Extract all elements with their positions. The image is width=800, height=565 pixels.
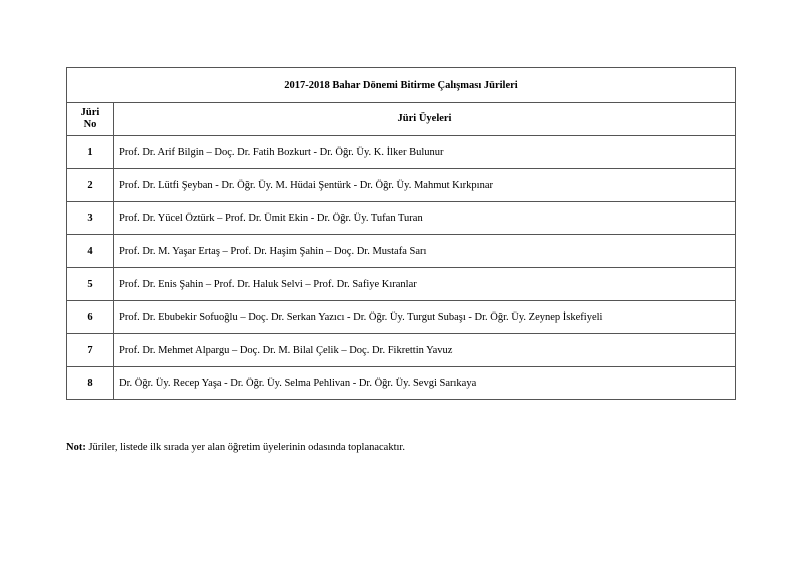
- jury-no-cell: 3: [67, 202, 114, 235]
- table-row: [67, 169, 736, 202]
- jury-no-cell: 7: [67, 334, 114, 367]
- header-jury-members: Jüri Üyeleri: [114, 103, 736, 136]
- table-row: [67, 367, 736, 400]
- table-row: [67, 268, 736, 301]
- jury-members-cell: Prof. Dr. Ebubekir Sofuoğlu – Doç. Dr. Serkan Yazıcı - Dr. Öğr. Üy. Turgut Subaşı - Dr. Öğr. Üy. Zeynep İskefiyeli: [114, 301, 736, 334]
- jury-members-cell: Prof. Dr. M. Yaşar Ertaş – Prof. Dr. Haşim Şahin – Doç. Dr. Mustafa Sarı: [114, 235, 736, 268]
- jury-no-cell: 6: [67, 301, 114, 334]
- jury-members-cell: Prof. Dr. Mehmet Alpargu – Doç. Dr. M. Bilal Çelik – Doç. Dr. Fikrettin Yavuz: [114, 334, 736, 367]
- footnote: [66, 442, 405, 453]
- jury-members-cell: Prof. Dr. Yücel Öztürk – Prof. Dr. Ümit Ekin - Dr. Öğr. Üy. Tufan Turan: [114, 202, 736, 235]
- jury-members-cell: Dr. Öğr. Üy. Recep Yaşa - Dr. Öğr. Üy. Selma Pehlivan - Dr. Öğr. Üy. Sevgi Sarıkaya: [114, 367, 736, 400]
- table-header-row: [67, 103, 736, 136]
- footnote-label: Not:: [66, 442, 86, 453]
- jury-no-cell: 8: [67, 367, 114, 400]
- jury-no-cell: 4: [67, 235, 114, 268]
- footnote-text: Jüriler, listede ilk sırada yer alan öğretim üyelerinin odasında toplanacaktır.: [85, 442, 405, 453]
- header-jury-no-line2: No: [83, 119, 97, 130]
- jury-no-cell: 2: [67, 169, 114, 202]
- table-row: [67, 235, 736, 268]
- table-row: [67, 136, 736, 169]
- jury-no-cell: 1: [67, 136, 114, 169]
- jury-table: [66, 67, 736, 400]
- table-title-row: [67, 68, 736, 103]
- table-title: 2017-2018 Bahar Dönemi Bitirme Çalışması Jürileri: [67, 68, 736, 103]
- header-jury-no-line1: Jüri: [80, 107, 100, 118]
- table-row: [67, 202, 736, 235]
- header-jury-no: [67, 103, 114, 136]
- table-row: [67, 301, 736, 334]
- jury-members-cell: Prof. Dr. Arif Bilgin – Doç. Dr. Fatih Bozkurt - Dr. Öğr. Üy. K. İlker Bulunur: [114, 136, 736, 169]
- jury-members-cell: Prof. Dr. Enis Şahin – Prof. Dr. Haluk Selvi – Prof. Dr. Safiye Kıranlar: [114, 268, 736, 301]
- table-row: [67, 334, 736, 367]
- jury-members-cell: Prof. Dr. Lütfi Şeyban - Dr. Öğr. Üy. M. Hüdai Şentürk - Dr. Öğr. Üy. Mahmut Kırkpınar: [114, 169, 736, 202]
- jury-no-cell: 5: [67, 268, 114, 301]
